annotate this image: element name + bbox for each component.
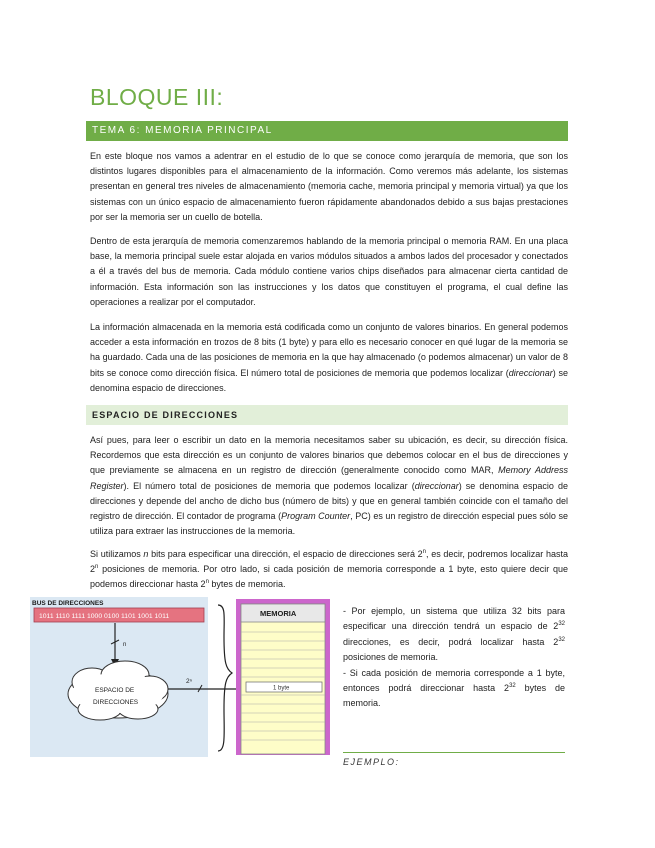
- text-run: - Si cada posición de memoria corresponde a 1 byte, entonces podrá direccionar hasta 2: [343, 667, 565, 694]
- paragraph-intro: En este bloque nos vamos a adentrar en el estudio de lo que se conoce como jerarquía de memoria, que son los distintos lugares disponibles para el almacenamiento de la información. Como veremos más adelante, los sistemas presentan en general tres niveles de almacenamiento (memoria cache, memoria principal y memoria virtual) ya que los sistemas con un único espacio de almacenamiento fueron rápidamente abandonados debido a sus bajas prestaciones por ser la memoria ser un cuello de botella.: [90, 151, 568, 222]
- bullet-item: [343, 666, 565, 712]
- exp-label: 2ⁿ: [186, 678, 192, 685]
- cloud-label-line2: DIRECCIONES: [93, 699, 139, 706]
- paragraph-informacion-almacenada: [90, 320, 568, 396]
- text-run: posiciones de memoria.: [343, 652, 439, 663]
- text-run: , PC) es un registro de dirección especial pues sólo se utiliza para extraer las instrucciones de la memoria.: [90, 511, 568, 537]
- byte-label: 1 byte: [273, 685, 290, 692]
- example-bullets: [343, 604, 565, 712]
- superscript: n: [205, 579, 209, 586]
- memory-label: MEMORIA: [260, 609, 297, 618]
- bus-bits: 1011 1110 1111 1000 0100 1101 1001 1011: [39, 613, 170, 620]
- text-run: - Por ejemplo, un sistema que utiliza 32 bits para especificar una dirección tendrá un espacio de 2: [343, 606, 565, 632]
- tema-heading: TEMA 6: MEMORIA PRINCIPAL: [86, 121, 568, 141]
- text-run: Así pues, para leer o escribir un dato en la memoria necesitamos saber su ubicación, es decir, su dirección física. Recordemos que esta dirección es un conjunto de valores binarios que debemos colocar en el bus de direcciones y que previamente se almacena en un registro de dirección (generalmente conocido como MAR,: [90, 435, 568, 476]
- address-space-diagram: [30, 597, 330, 757]
- paragraph-n-bits: [90, 547, 568, 593]
- text-run: direcciones, es decir, podrá localizar hasta 2: [343, 636, 559, 647]
- text-run: bytes de memoria.: [208, 579, 286, 590]
- italic-term: n: [143, 549, 149, 559]
- text-run: Si utilizamos: [90, 549, 144, 559]
- italic-term: Program Counter: [281, 511, 351, 522]
- superscript: 32: [558, 636, 565, 643]
- paragraph-memoria-principal: Dentro de esta jerarquía de memoria comenzaremos hablando de la memoria principal o memoria RAM. En una placa base, la memoria principal suele estar alojada en varios módulos situados a ambos lados del procesador y conectados a él a través del bus de memoria. Cada módulo contiene varios chips diseñados para almacenar cierta cantidad de información. Esta información son las instrucciones y los datos que constituyen el programa, el cual define las operaciones a realizar por el computador.: [90, 236, 568, 307]
- superscript: n: [95, 564, 99, 571]
- text-run: bytes de memoria.: [343, 683, 566, 709]
- italic-term: direccionar: [508, 367, 553, 378]
- section-heading: ESPACIO DE DIRECCIONES: [86, 405, 568, 425]
- italic-term: direccionar: [414, 480, 459, 491]
- curly-brace: [218, 605, 232, 751]
- text-run: ) se denomina espacio de direcciones y depende del ancho de dicho bus (número de bits) y que en general también coincide con el tamaño del registro de dirección. El contador de programa (: [90, 480, 568, 522]
- ejemplo-divider: [343, 752, 565, 753]
- text-run: ). El número total de posiciones de memoria que podemos localizar (: [123, 480, 415, 491]
- memory-column: [241, 604, 325, 754]
- superscript: 32: [558, 621, 565, 628]
- superscript: n: [422, 549, 426, 555]
- paragraph-espacio-direcciones: [90, 433, 568, 539]
- cloud-label-line1: ESPACIO DE: [95, 687, 135, 694]
- bullet-item: [343, 604, 565, 666]
- text-run: , es decir, podremos localizar hasta 2: [90, 549, 569, 575]
- ejemplo-caption: EJEMPLO:: [343, 757, 400, 767]
- text-run: ) se denomina espacio de direcciones.: [90, 367, 568, 393]
- text-run: La información almacenada en la memoria está codificada como un conjunto de valores binarios. En general podemos acceder a esta información en trozos de 8 bits (1 byte) y para ello es necesario conocer en qué lugar de la memoria se ha guardado. Cada una de las posiciones de memoria en la que hay almacenado (o podemos almacenar) un valor de 8 bits se conoce como dirección física. El número total de posiciones de memoria que podemos localizar (: [90, 322, 568, 378]
- italic-term: Memory Address Register: [90, 465, 568, 491]
- text-run: bits para especificar una dirección, el espacio de direcciones será 2: [148, 549, 423, 559]
- page-title: BLOQUE III:: [90, 84, 224, 110]
- superscript: 32: [509, 683, 516, 690]
- bus-label: BUS DE DIRECCIONES: [32, 600, 104, 607]
- n-label: n: [123, 642, 127, 648]
- text-run: posiciones de memoria. Por otro lado, si cada posición de memoria corresponde a 1 byte, esto quiere decir que podemos direccionar hasta 2: [90, 564, 568, 590]
